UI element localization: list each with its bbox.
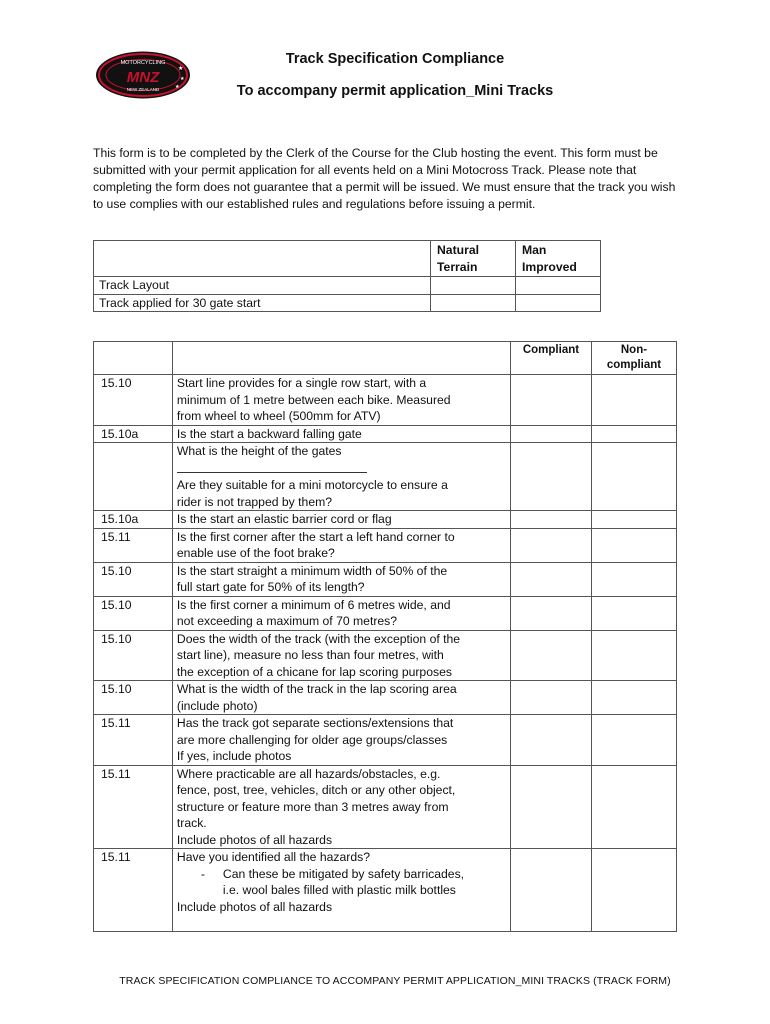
rule-code: 15.10 (94, 562, 173, 596)
compliant-cell[interactable] (511, 596, 592, 630)
question-line: Is the start an elastic barrier cord or flag (176, 512, 392, 526)
table-row (94, 596, 677, 630)
table-row (94, 765, 677, 849)
logo-main-text: MNZ (126, 69, 160, 86)
question-line: enable use of the foot brake? (176, 546, 335, 560)
compliant-cell[interactable] (511, 528, 592, 562)
logo-star-icon: ★ (178, 66, 184, 72)
non-compliant-cell[interactable] (591, 715, 676, 766)
svg-text:★: ★ (180, 76, 185, 82)
page-footer: TRACK SPECIFICATION COMPLIANCE TO ACCOMPANY PERMIT APPLICATION_MINI TRACKS (TRACK FORM) (119, 975, 671, 987)
page-subtitle: To accompany permit application_Mini Tracks (236, 83, 554, 99)
logo-top-text: MOTORCYCLING (120, 60, 166, 66)
question-text (172, 562, 510, 596)
col-natural-terrain: Natural (437, 243, 479, 257)
question-line: from wheel to wheel (500mm for ATV) (176, 409, 381, 423)
question-line: the exception of a chicane for lap scoring purposes (176, 664, 452, 679)
svg-text:★: ★ (175, 84, 180, 90)
rule-code: 15.10 (94, 681, 173, 715)
compliant-cell[interactable] (511, 562, 592, 596)
terrain-table: Natural Terrain Man Improved Track Layout Track applied for 30 gate start (93, 240, 601, 312)
compliant-cell[interactable] (511, 375, 592, 426)
question-line: rider is not trapped by them? (176, 494, 333, 509)
table-row (94, 443, 677, 511)
question-line: Has the track got separate sections/extensions that (176, 716, 454, 730)
row-label-30-gate: Track applied for 30 gate start (94, 294, 431, 312)
col-compliant: Compliant (511, 342, 592, 375)
question-text (172, 528, 510, 562)
question-line: What is the width of the track in the lap scoring area (176, 682, 457, 696)
non-compliant-cell[interactable] (591, 849, 676, 932)
question-line: Include photos of all hazards (176, 832, 333, 847)
question-line: Is the start straight a minimum width of 50% of the (176, 563, 448, 578)
question-line: Are they suitable for a mini motorcycle to ensure a (176, 478, 448, 492)
compliant-cell[interactable] (511, 715, 592, 766)
question-line: Where practicable are all hazards/obstacles, e.g. (176, 766, 441, 781)
question-text (172, 425, 510, 443)
non-compliant-cell[interactable] (591, 443, 676, 511)
logo-bottom-text: NEW ZEALAND (126, 87, 160, 92)
track-layout-natural-cell[interactable] (431, 277, 516, 295)
table-row (94, 528, 677, 562)
question-line: start line), measure no less than four metres, with (176, 648, 444, 662)
col-man-improved: Man (522, 243, 547, 257)
question-line: Start line provides for a single row start, with a (176, 376, 427, 390)
rule-code: 15.10a (94, 511, 173, 529)
rule-code: 15.10 (94, 375, 173, 426)
rule-code: 15.11 (94, 849, 173, 932)
rule-code: 15.10 (94, 596, 173, 630)
question-text (172, 511, 510, 529)
intro-paragraph: This form is to be completed by the Clerk of the Course for the Club hosting the event. This form must be submitted with your permit application for all events held on a Mini Motocross Track. Please note that completing the form does not guarantee that a permit will be issued. We must ensure that the track you wish to use complies with our established rules and regulations before issuing a permit. (93, 146, 676, 211)
table-row (94, 681, 677, 715)
question-text (172, 596, 510, 630)
question-text (172, 849, 510, 932)
rule-code: 15.11 (94, 765, 173, 849)
question-line: track. (176, 816, 207, 830)
question-text (172, 630, 510, 681)
question-line: Is the start a backward falling gate (176, 426, 362, 441)
rule-code (94, 443, 173, 511)
compliant-cell[interactable] (511, 511, 592, 529)
compliance-table: Compliant Non- compliant 15.10 Start line provides for a single row start, with a minimum of 1 metre between each bike. Measured from wheel to wheel (500mm for ATV) 15.10a Is the start a backward falling gate What is the height of the gates Are they suitable for a mini motorcycle to ensure a rider is not trapped by them? 15.10a Is the start an elastic barrier cord or flag 15.11 Is the first corner after the start a left hand corner to enable use of the foot brake? 15.10 Is the start straight a minimum width of 50% of the full start gate for 50% of its length? 15.10 Is the first corner a minimum of 6 metres wide, and not exceeding a maximum of 70 metres? 15.10 Does the width of the track (with the exception of the start line), measure no less than four metres, with the exception of a chicane for lap scoring purposes 15.10 What is the width of the track in the lap scoring area (include photo) 15.11 Has the track got separate sections/extensions that are more challenging for older age groups/classes If yes, include photos 15.11 Where practicable are all hazards/obstacles, e.g. fence, post, tree, vehicles, ditch or any other object, structure or feature more than 3 metres away from track. Include photos of all hazards 15.11 Have you identified all the hazards? - Can these be mitigated by safety barricades, i.e. wool bales filled with plastic milk bottles Include photos of all hazards (93, 341, 677, 932)
question-line: Is the first corner a minimum of 6 metres wide, and (176, 597, 451, 612)
question-text (172, 443, 510, 511)
compliant-cell[interactable] (511, 630, 592, 681)
question-line: (include photo) (176, 698, 258, 713)
non-compliant-cell[interactable] (591, 765, 676, 849)
table-row (94, 849, 677, 932)
question-line: Include photos of all hazards (176, 899, 333, 914)
non-compliant-cell[interactable] (591, 425, 676, 443)
non-compliant-cell[interactable] (591, 681, 676, 715)
non-compliant-cell[interactable] (591, 375, 676, 426)
compliant-cell[interactable] (511, 443, 592, 511)
non-compliant-cell[interactable] (591, 630, 676, 681)
question-text (172, 715, 510, 766)
gate-start-man-cell[interactable] (516, 294, 601, 312)
rule-code: 15.11 (94, 528, 173, 562)
question-line: Does the width of the track (with the exception of the (176, 631, 461, 646)
rule-code: 15.10a (94, 425, 173, 443)
non-compliant-cell[interactable] (591, 596, 676, 630)
question-line: If yes, include photos (176, 749, 292, 763)
page-title: Track Specification Compliance (285, 51, 505, 67)
question-text (172, 375, 510, 426)
question-line: What is the height of the gates (176, 444, 342, 458)
table-row (94, 511, 677, 529)
non-compliant-cell[interactable] (591, 528, 676, 562)
table-row (94, 375, 677, 426)
bullet-dash: - (200, 866, 205, 881)
question-line: minimum of 1 metre between each bike. Measured (176, 392, 451, 407)
question-line: not exceeding a maximum of 70 metres? (176, 614, 398, 628)
question-text (172, 681, 510, 715)
rule-code: 15.10 (94, 630, 173, 681)
question-line: full start gate for 50% of its length? (176, 580, 365, 594)
table-row (94, 562, 677, 596)
non-compliant-cell[interactable] (591, 562, 676, 596)
question-line: are more challenging for older age groups/classes (176, 732, 448, 747)
rule-code: 15.11 (94, 715, 173, 766)
compliant-cell[interactable] (511, 425, 592, 443)
compliant-cell[interactable] (511, 681, 592, 715)
question-subline: Can these be mitigated by safety barricades, (222, 866, 465, 881)
question-line: Is the first corner after the start a left hand corner to (176, 529, 455, 544)
non-compliant-cell[interactable] (591, 511, 676, 529)
gate-height-blank[interactable] (177, 460, 367, 473)
gate-start-natural-cell[interactable] (431, 294, 516, 312)
col-non-compliant: Non- (620, 344, 648, 356)
question-subline: i.e. wool bales filled with plastic milk bottles (222, 883, 456, 897)
question-text (172, 765, 510, 849)
question-line: Have you identified all the hazards? (176, 850, 370, 864)
table-row (94, 425, 677, 443)
compliant-cell[interactable] (511, 765, 592, 849)
track-layout-man-cell[interactable] (516, 277, 601, 295)
table-row (94, 715, 677, 766)
row-label-track-layout: Track Layout (94, 277, 431, 295)
question-line: structure or feature more than 3 metres away from (176, 799, 449, 814)
compliant-cell[interactable] (511, 849, 592, 932)
question-line: fence, post, tree, vehicles, ditch or any other object, (176, 783, 456, 797)
table-row (94, 630, 677, 681)
